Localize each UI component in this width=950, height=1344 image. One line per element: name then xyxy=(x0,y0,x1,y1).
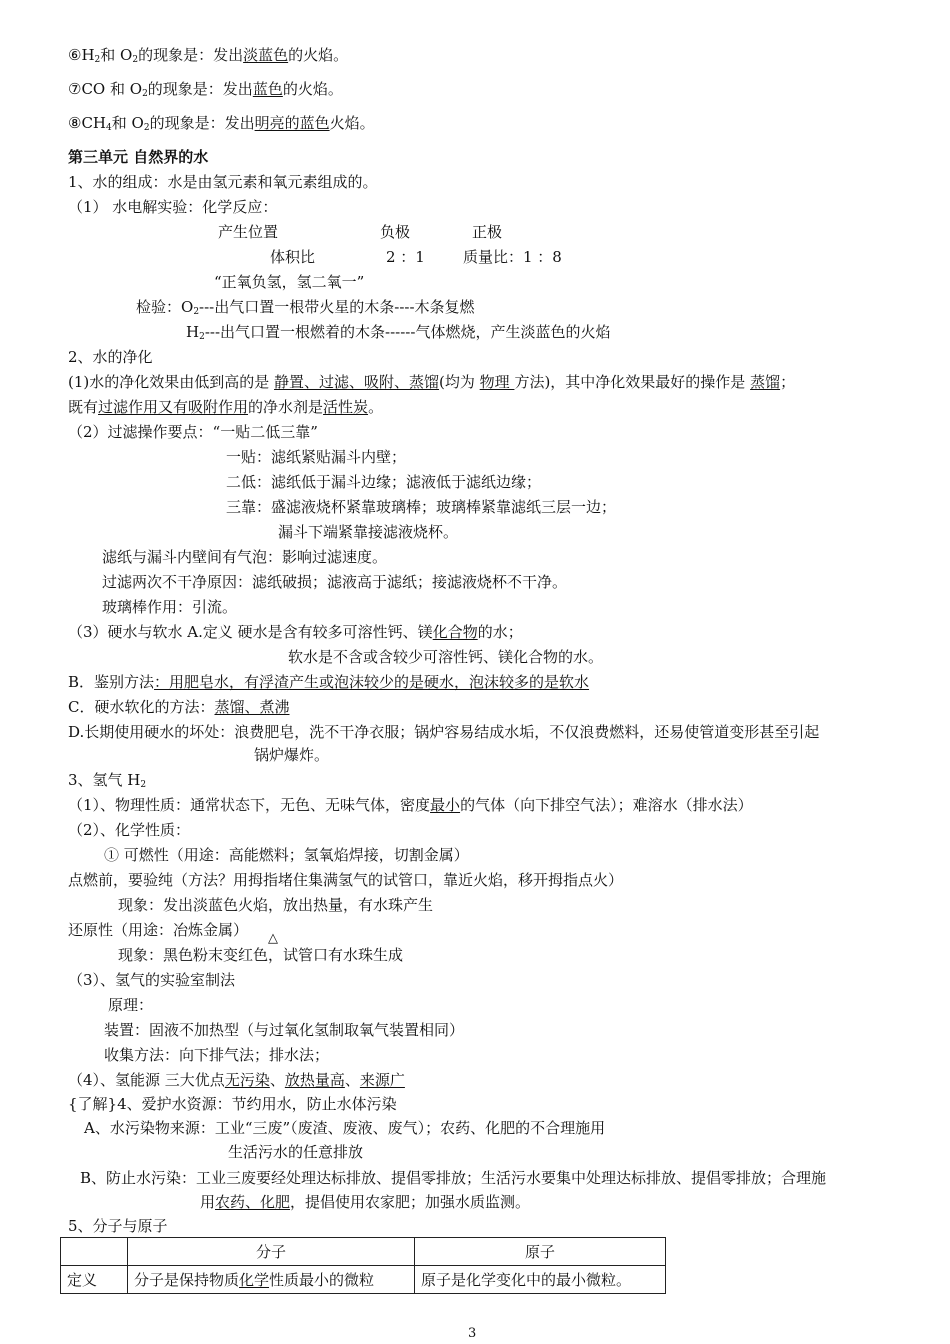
s2-filter-2: 二低：滤纸低于漏斗边缘；滤液低于滤纸边缘； xyxy=(226,473,542,491)
table-header-row xyxy=(61,1238,666,1266)
s1-row1-c1: 产生位置 xyxy=(218,223,279,241)
heating-triangle-icon: △ xyxy=(268,931,278,946)
molecule-atom-table xyxy=(60,1237,666,1294)
table-row xyxy=(61,1266,666,1294)
s2-filter-7: 玻璃棒作用：引流。 xyxy=(102,598,238,616)
table-cell-atom: 原子是化学变化中的最小微粒。 xyxy=(415,1266,666,1294)
s1-row2-c3: 质量比：1 ：8 xyxy=(463,248,562,266)
s1-row1-c2: 负极 xyxy=(380,223,411,241)
s1-row2-c1: 体积比 xyxy=(270,248,316,266)
s2-hard-water-def: （3）硬水与软水 A.定义 硬水是含有较多可溶性钙、镁化合物的水； xyxy=(68,623,523,641)
s2-identify: B．鉴别方法：用肥皂水，有浮渣产生或泡沫较少的是硬水，泡沫较多的是软水 xyxy=(68,673,590,691)
unit-title: 第三单元 自然界的水 xyxy=(68,148,209,166)
s3-energy: （4）、氢能源 三大优点无污染、放热量高、来源广 xyxy=(68,1071,405,1089)
s2-soften: C．硬水软化的方法：蒸馏、煮沸 xyxy=(68,698,290,716)
s2-filter-4: 漏斗下端紧靠接滤液烧杯。 xyxy=(278,523,459,541)
s2-purify-line1: (1)水的净化效果由低到高的是 静置、过滤、吸附、蒸馏(均为 物理 方法)，其中净化效果最好的操作是 蒸馏； xyxy=(68,373,796,391)
page-number: 3 xyxy=(468,1326,477,1341)
flame-line-8: $⑧CH_4$和 $O_2$的现象是：发出明亮的蓝色火焰。 xyxy=(68,114,375,133)
s3-phenomenon-1: 现象：发出淡蓝色火焰，放出热量，有水珠产生 xyxy=(118,896,434,914)
s3-principle: 原理： xyxy=(108,996,154,1014)
s1-title: 1、水的组成：水是由氢元素和氧元素组成的。 xyxy=(68,173,378,191)
table-cell-molecule: 分子是保持物质化学性质最小的微粒 xyxy=(128,1266,415,1294)
s3-title: 3、氢气 $H_2$ xyxy=(68,771,147,790)
s1-mnemonic: “正氧负氢，氢二氧一” xyxy=(214,273,365,291)
table-row-label: 定义 xyxy=(61,1266,128,1294)
s2-filter-1: 一贴：滤纸紧贴漏斗内壁； xyxy=(226,448,407,466)
s3-lab-prep: （3）、氢气的实验室制法 xyxy=(68,971,236,989)
table-header-blank xyxy=(61,1238,128,1266)
flame-line-6: $⑥H_2$和 $O_2$的现象是：发出淡蓝色的火焰。 xyxy=(68,46,349,65)
s2-filter-title: （2）过滤操作要点：“一贴二低三靠” xyxy=(68,423,318,441)
s3-reducing: 还原性（用途：冶炼金属） xyxy=(68,921,249,939)
s4-sources-1: A、水污染物来源：工业“三废”（废渣、废液、废气）；农药、化肥的不合理施用 xyxy=(84,1119,606,1137)
s1-check-oxygen: 检验：$O_2---$出气口置一根带火星的木条----木条复燃 xyxy=(136,298,475,317)
s4-prevent-1: B、防止水污染：工业三废要经处理达标排放、提倡零排放；生活污水要集中处理达标排放、提倡零排放；合理施 xyxy=(80,1169,827,1187)
s2-soft-water-def: 软水是不含或含较少可溶性钙、镁化合物的水。 xyxy=(288,648,604,666)
s4-prevent-2: 用农药、化肥，提倡使用农家肥；加强水质监测。 xyxy=(200,1193,531,1211)
s3-combustible: ① 可燃性（用途：高能燃料；氢氧焰焊接，切割金属） xyxy=(104,846,469,864)
s2-harm-line2: 锅炉爆炸。 xyxy=(254,746,330,764)
s3-physical: （1）、物理性质：通常状态下，无色、无味气体，密度最小的气体（向下排空气法）；难溶水（排水法） xyxy=(68,796,753,814)
s1-check-hydrogen: $H_2---$出气口置一根燃着的木条------气体燃烧，产生淡蓝色的火焰 xyxy=(186,323,611,342)
flame-line-7: ⑦CO 和 $O_2$的现象是：发出蓝色的火焰。 xyxy=(68,80,343,99)
s2-purify-line2: 既有过滤作用又有吸附作用的净水剂是活性炭。 xyxy=(68,398,384,416)
s2-filter-5: 滤纸与漏斗内壁间有气泡：影响过滤速度。 xyxy=(102,548,388,566)
s3-phenomenon-2: 现象：黑色粉末变红色，试管口有水珠生成 xyxy=(118,946,404,964)
s5-title: 5、分子与原子 xyxy=(68,1217,168,1235)
s3-collection: 收集方法：向下排气法；排水法； xyxy=(104,1046,330,1064)
s2-filter-3: 三靠：盛滤液烧杯紧靠玻璃棒；玻璃棒紧靠滤纸三层一边； xyxy=(226,498,617,516)
s4-title: {了解}4、爱护水资源：节约用水，防止水体污染 xyxy=(68,1095,397,1113)
s1-row2-c2: 2 ：1 xyxy=(386,248,425,266)
s3-apparatus: 装置：固液不加热型（与过氧化氢制取氧气装置相同） xyxy=(104,1021,465,1039)
table-header-molecule: 分子 xyxy=(128,1238,415,1266)
table-header-atom: 原子 xyxy=(415,1238,666,1266)
s1-row1-c3: 正极 xyxy=(472,223,503,241)
s2-filter-6: 过滤两次不干净原因：滤纸破损；滤液高于滤纸；接滤液烧杯不干净。 xyxy=(102,573,568,591)
s2-title: 2、水的净化 xyxy=(68,348,153,366)
s1-experiment: （1） 水电解实验：化学反应： xyxy=(68,198,278,216)
s3-chemical: （2）、化学性质： xyxy=(68,821,191,839)
s4-sources-2: 生活污水的任意排放 xyxy=(228,1143,364,1161)
s2-harm-line1: D.长期使用硬水的坏处：浪费肥皂，洗不干净衣服；锅炉容易结成水垢，不仅浪费燃料，还易使管道变形甚至引起 xyxy=(68,723,820,741)
s3-purity-test: 点燃前，要验纯（方法？用拇指堵住集满氢气的试管口，靠近火焰，移开拇指点火） xyxy=(68,871,624,889)
